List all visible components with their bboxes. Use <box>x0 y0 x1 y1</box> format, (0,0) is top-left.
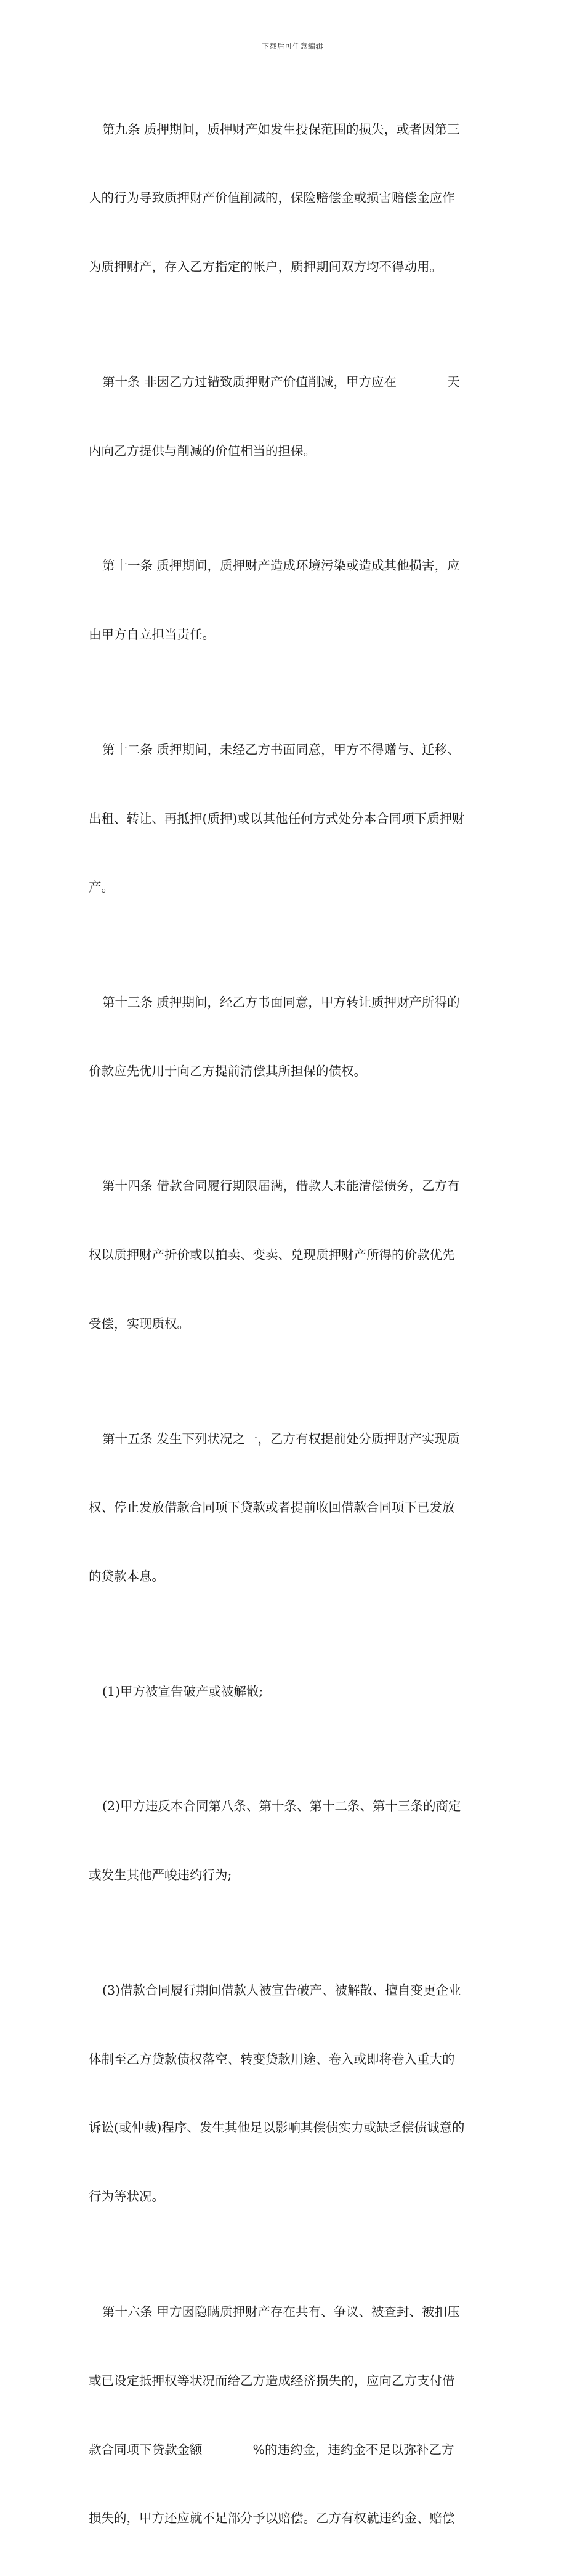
list-item-2 <box>89 1749 498 1933</box>
article-9 <box>89 72 498 325</box>
paragraph-line: 内向乙方提供与削减的价值相当的担保。 <box>89 443 316 458</box>
paragraph-line: 体制至乙方贷款债权落空、转变贷款用途、卷入或即将卷入重大的 <box>89 2051 455 2067</box>
paragraph-line: 第十五条 发生下列状况之一，乙方有权提前处分质押财产实现质 <box>102 1431 460 1446</box>
paragraph-line: 第十六条 甲方因隐瞒质押财产存在共有、争议、被查封、被扣压 <box>102 2304 460 2319</box>
article-11 <box>89 509 498 692</box>
paragraph-line: 第十条 非因乙方过错致质押财产价值削减，甲方应在________天 <box>102 374 460 389</box>
article-16 <box>89 2254 498 2576</box>
paragraph-line: (3)借款合同履行期间借款人被宣告破产、被解散、擅自变更企业 <box>102 1982 461 1998</box>
paragraph-line: 价款应先优用于向乙方提前清偿其所担保的债权。 <box>89 1063 366 1079</box>
paragraph-line: 第十一条 质押期间，质押财产造成环境污染或造成其他损害，应 <box>102 558 460 573</box>
page-header: 下载后可任意编辑 <box>261 42 323 51</box>
article-15 <box>89 1382 498 1634</box>
article-14 <box>89 1129 498 1382</box>
paragraph-line: 权以质押财产折价或以拍卖、变卖、兑现质押财产所得的价款优先 <box>89 1247 455 1263</box>
paragraph-line: 由甲方自立担当责任。 <box>89 627 215 642</box>
paragraph-line: 诉讼(或仲裁)程序、发生其他足以影响其偿债实力或缺乏偿债诚意的 <box>89 2120 465 2136</box>
paragraph-line: 为质押财产，存入乙方指定的帐户，质押期间双方均不得动用。 <box>89 259 442 275</box>
paragraph-line: 第十三条 质押期间，经乙方书面同意，甲方转让质押财产所得的 <box>102 994 460 1010</box>
article-13 <box>89 945 498 1128</box>
paragraph-line: 受偿，实现质权。 <box>89 1316 190 1332</box>
list-item-1 <box>89 1634 498 1749</box>
paragraph-line: 或已设定抵押权等状况而给乙方造成经济损失的，应向乙方支付借 <box>89 2373 455 2388</box>
paragraph-line: 出租、转让、再抵押(质押)或以其他任何方式处分本合同项下质押财 <box>89 811 465 826</box>
paragraph-line: 第九条 质押期间，质押财产如发生投保范围的损失，或者因第三 <box>102 121 460 137</box>
paragraph-line: 款合同项下贷款金额________%的违约金，违约金不足以弥补乙方 <box>89 2442 454 2457</box>
paragraph-line: 产。 <box>89 880 114 895</box>
list-item-3 <box>89 1933 498 2254</box>
paragraph-line: 损失的，甲方还应就不足部分予以赔偿。乙方有权就违约金、赔偿 <box>89 2511 455 2526</box>
paragraph-line: (2)甲方违反本合同第八条、第十条、第十二条、第十三条的商定 <box>102 1799 461 1814</box>
paragraph-line: 的贷款本息。 <box>89 1569 164 1584</box>
paragraph-line: 行为等状况。 <box>89 2189 164 2205</box>
paragraph-line: 第十四条 借款合同履行期限届满，借款人未能清偿债务，乙方有 <box>102 1178 460 1194</box>
paragraph-line: 或发生其他严峻违约行为; <box>89 1868 232 1883</box>
article-12 <box>89 692 498 945</box>
paragraph-line: 第十二条 质押期间，未经乙方书面同意，甲方不得赠与、迁移、 <box>102 742 460 757</box>
document-body <box>89 72 498 2576</box>
paragraph-line: 权、停止发放借款合同项下贷款或者提前收回借款合同项下已发放 <box>89 1500 455 1515</box>
paragraph-line: 人的行为导致质押财产价值削减的，保险赔偿金或损害赔偿金应作 <box>89 190 455 206</box>
paragraph-line: (1)甲方被宣告破产或被解散; <box>102 1683 264 1699</box>
article-10 <box>89 325 498 508</box>
